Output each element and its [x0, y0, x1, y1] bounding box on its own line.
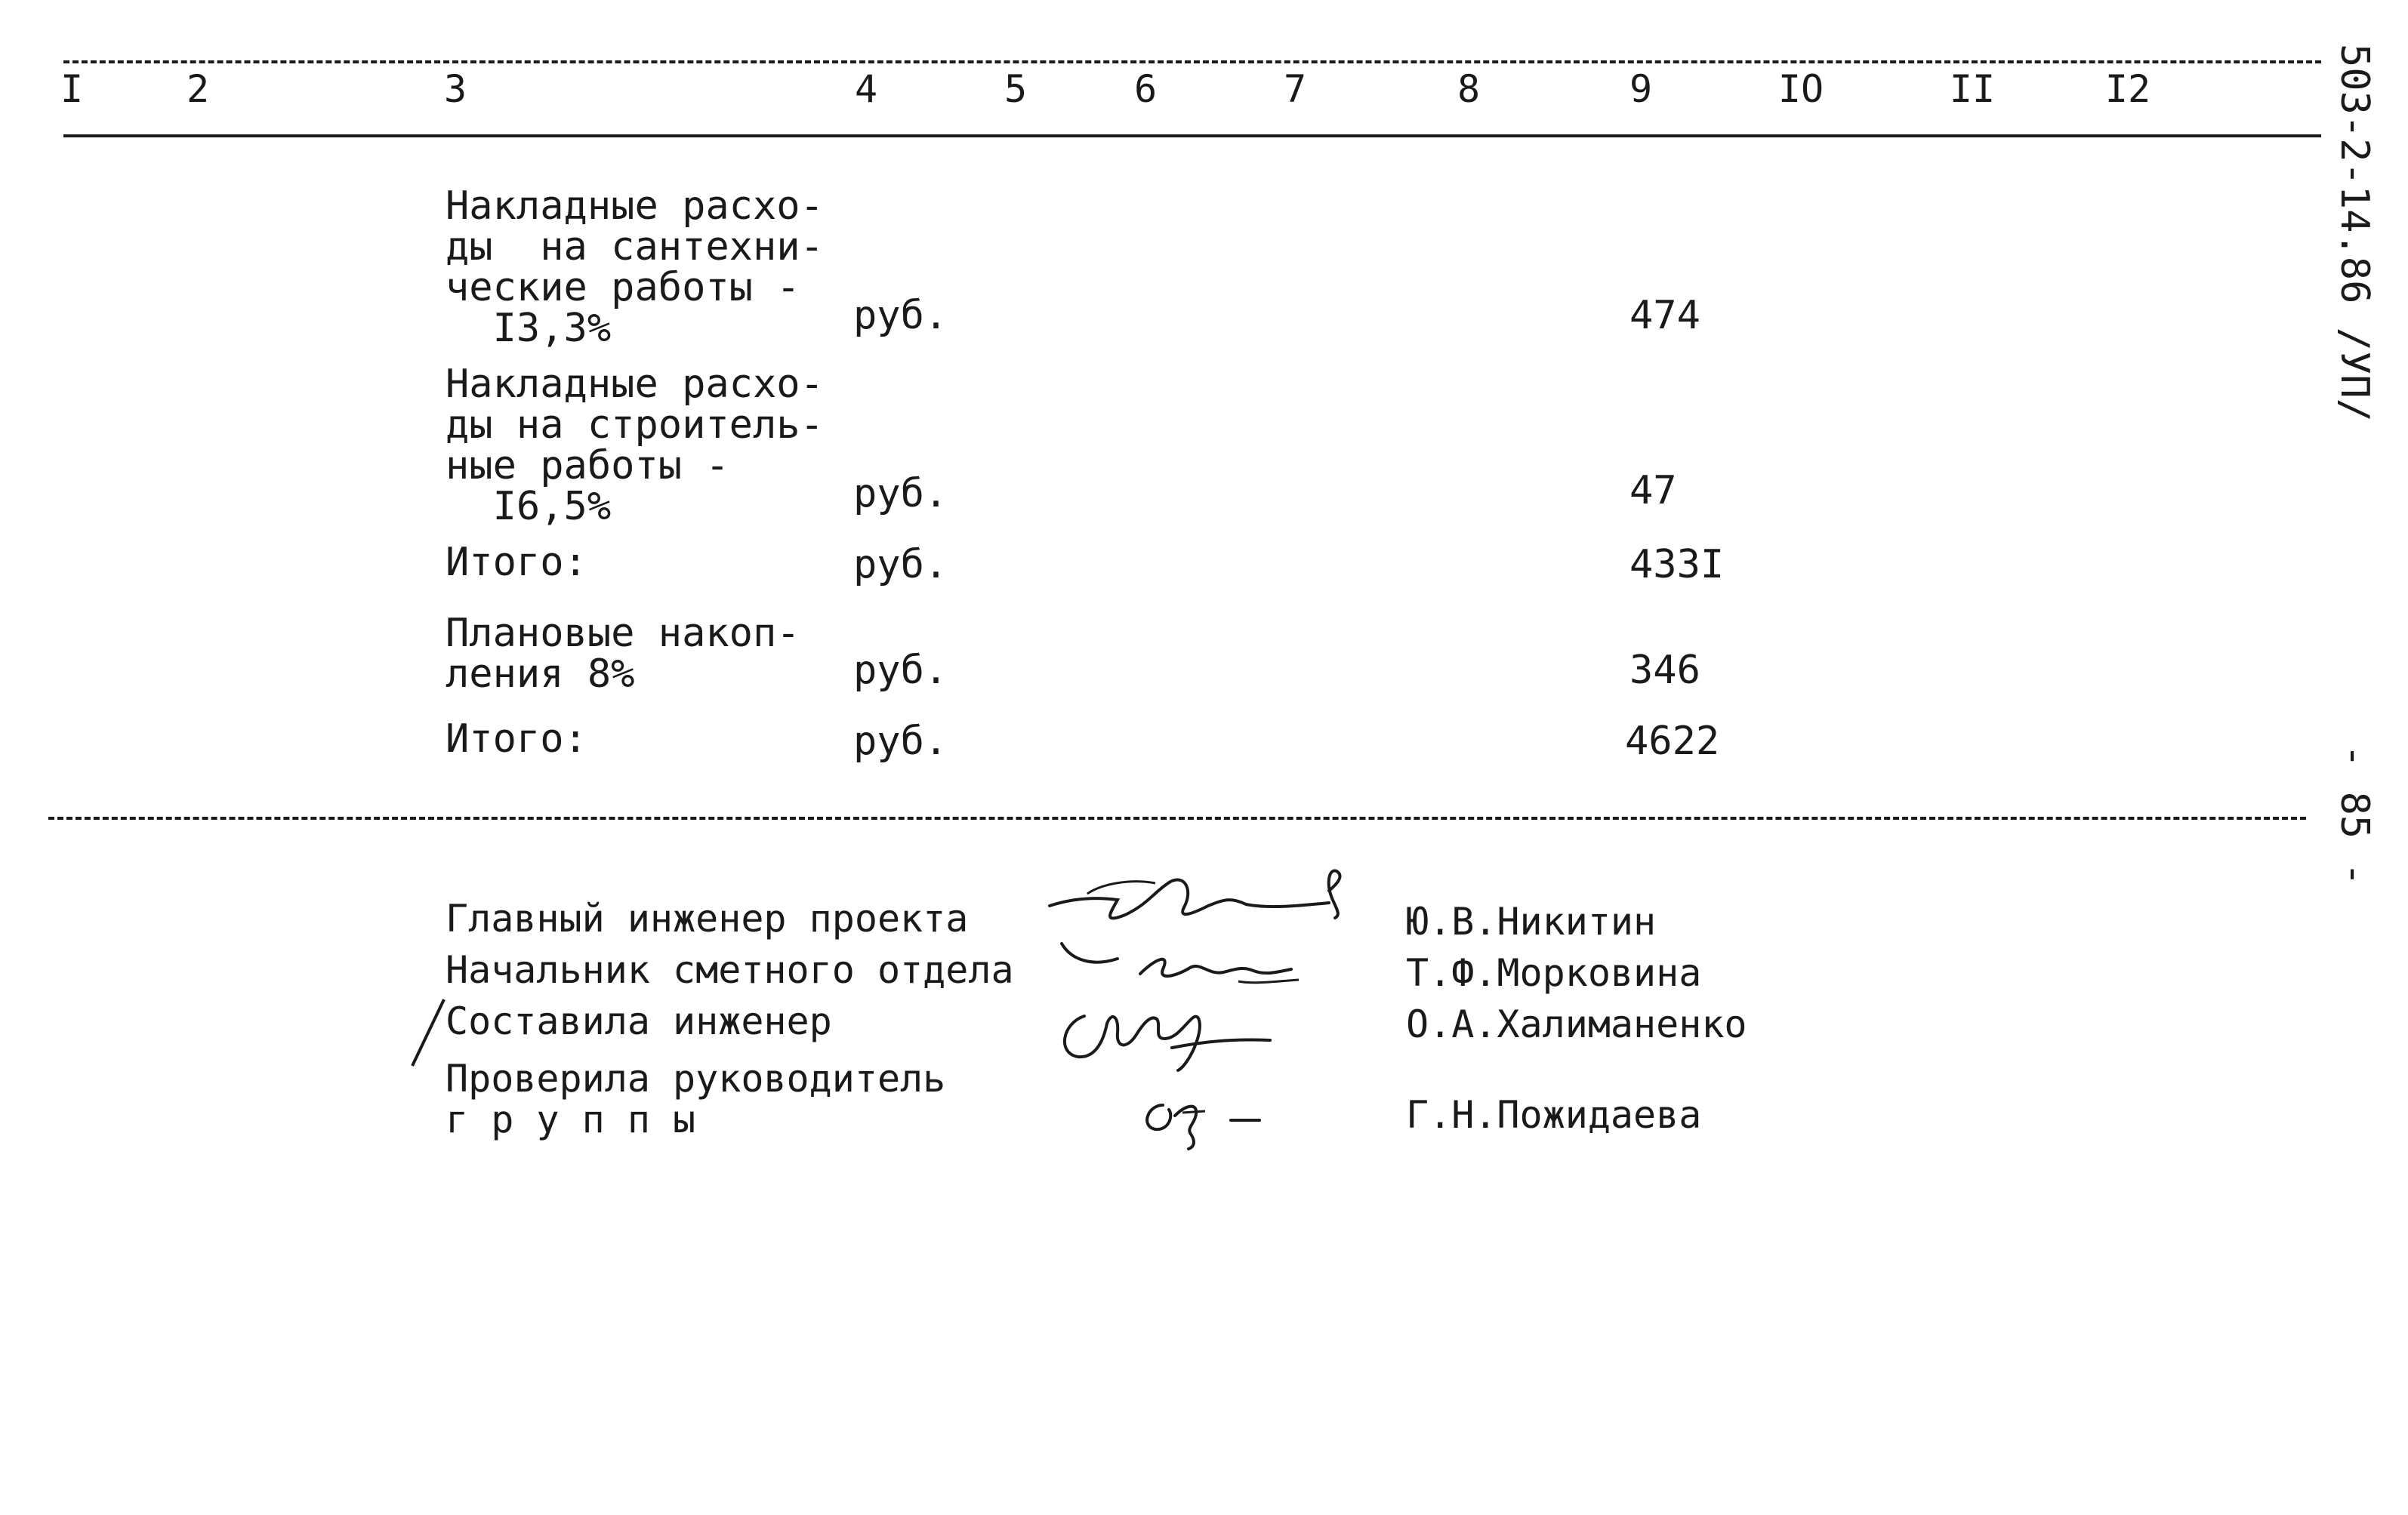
page-number: - 85 - — [2332, 744, 2377, 886]
row-description: Плановые накоп- ления 8% — [446, 611, 800, 697]
column-header-1: I — [60, 67, 84, 111]
row-unit: руб. — [853, 648, 948, 693]
column-header-2: 2 — [186, 67, 210, 111]
margin-slash-mark — [405, 995, 450, 1070]
row-unit: руб. — [853, 719, 948, 764]
document-code: 503-2-14.86 /УП/ — [2332, 44, 2377, 422]
column-header-11: II — [1949, 67, 1996, 111]
handwritten-signature-icon — [1051, 993, 1278, 1076]
column-header-3: 3 — [443, 67, 467, 111]
row-unit: руб. — [853, 471, 948, 516]
column-header-9: 9 — [1629, 67, 1653, 111]
signature-role: Начальник сметного отдела — [446, 948, 1014, 992]
column-header-10: IO — [1777, 67, 1824, 111]
column-header-8: 8 — [1457, 67, 1481, 111]
row-value: 47 — [1629, 468, 1677, 513]
signature-name: О.А.Халиманенко — [1406, 1002, 1747, 1046]
column-header-12: I2 — [2104, 67, 2151, 111]
row-description: Итого: — [446, 540, 587, 585]
row-value: 474 — [1629, 293, 1700, 338]
row-value: 4622 — [1625, 719, 1720, 764]
row-value: 433I — [1629, 542, 1725, 587]
handwritten-signature-icon — [1057, 936, 1306, 996]
column-header-7: 7 — [1283, 67, 1307, 111]
table-bottom-rule — [48, 817, 2306, 820]
signature-role: Составила инженер — [446, 999, 832, 1043]
header-top-rule — [63, 60, 2321, 63]
row-unit: руб. — [853, 293, 948, 338]
handwritten-signature-icon — [1042, 861, 1352, 944]
row-description: Накладные расхо- ды на сантехни- ческие работы - I3,3% — [446, 183, 824, 351]
header-bottom-rule — [63, 134, 2321, 137]
signature-name: Ю.В.Никитин — [1406, 900, 1657, 944]
row-value: 346 — [1629, 648, 1700, 693]
row-description: Итого: — [446, 716, 587, 762]
signature-name: Т.Ф.Морковина — [1406, 951, 1702, 995]
handwritten-signature-icon — [1133, 1082, 1284, 1150]
column-header-5: 5 — [1004, 67, 1028, 111]
column-header-6: 6 — [1133, 67, 1158, 111]
signature-role: Главный инженер проекта — [446, 897, 969, 941]
signature-name: Г.Н.Пожидаева — [1406, 1093, 1702, 1137]
row-unit: руб. — [853, 542, 948, 587]
column-header-4: 4 — [854, 67, 878, 111]
signature-role: Проверила руководитель г р у п п ы — [446, 1057, 946, 1141]
row-description: Накладные расхо- ды на строитель- ные работы - I6,5% — [446, 362, 824, 529]
